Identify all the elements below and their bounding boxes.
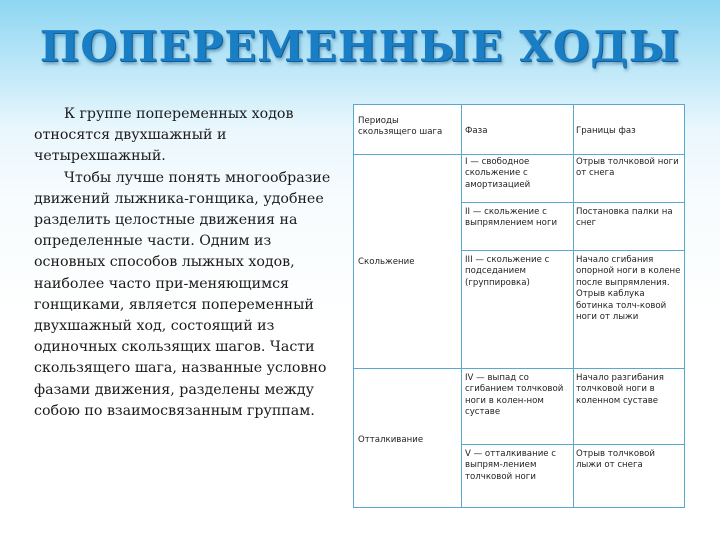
phase-cell: III — скольжение с подседанием (группировка): [465, 255, 550, 288]
table-row-divider: [461, 444, 684, 445]
table-row-divider: [354, 368, 684, 369]
phase-cell: I — свободное скольжение с амортизацией: [465, 157, 531, 190]
period-pushoff: Отталкивание: [358, 435, 424, 445]
bound-cell: Отрыв толчковой ноги от снега: [576, 157, 679, 179]
table-column-divider: [461, 105, 462, 507]
header-periods: Периоды скользящего шага: [358, 116, 443, 138]
phase-cell: IV — выпад со сгибанием толчковой ноги в колен-ном суставе: [465, 373, 564, 418]
table-row-divider: [461, 202, 684, 203]
table-column-divider: [573, 105, 574, 507]
header-phase: Фаза: [465, 126, 488, 136]
slide-title: ПОПЕРЕМЕННЫЕ ХОДЫ: [39, 22, 681, 71]
body-text: [34, 104, 334, 422]
table-row-divider: [461, 250, 684, 251]
bound-cell: Отрыв толчковой лыжи от снега: [576, 449, 655, 471]
bound-cell: Начало сгибания опорной ноги в колене после выпрямления. Отрыв каблука ботинка толч-ковой ноги от лыжи: [576, 255, 681, 323]
table-header-divider: [354, 154, 684, 155]
bound-cell: Начало разгибания толчковой ноги в коленном суставе: [576, 373, 664, 406]
phase-cell: V — отталкивание с выпрям-лением толчковой ноги: [465, 449, 557, 482]
period-gliding: Скольжение: [358, 257, 415, 267]
bound-cell: Постановка палки на снег: [576, 207, 673, 229]
paragraph-1: К группе попеременных ходов относятся двухшажный и четырехшажный.: [34, 106, 294, 165]
ski-step-phases-table: [353, 104, 685, 508]
paragraph-2: Чтобы лучше понять многообразие движений лыжника-гонщика, удобнее разделить целостные движения на определенные части. Одним из основных способов лыжных ходов, наиболее часто при-меняющимся гонщиками, является попеременный двухшажный ход, состоящий из одиночных скользящих шагов. Части скользящего шага, названные условно фазами движения, разделены между собою по взаимосвязанным группам.: [34, 169, 331, 419]
phase-cell: II — скольжение с выпрямлением ноги: [465, 207, 558, 229]
header-bounds: Границы фаз: [576, 126, 636, 136]
